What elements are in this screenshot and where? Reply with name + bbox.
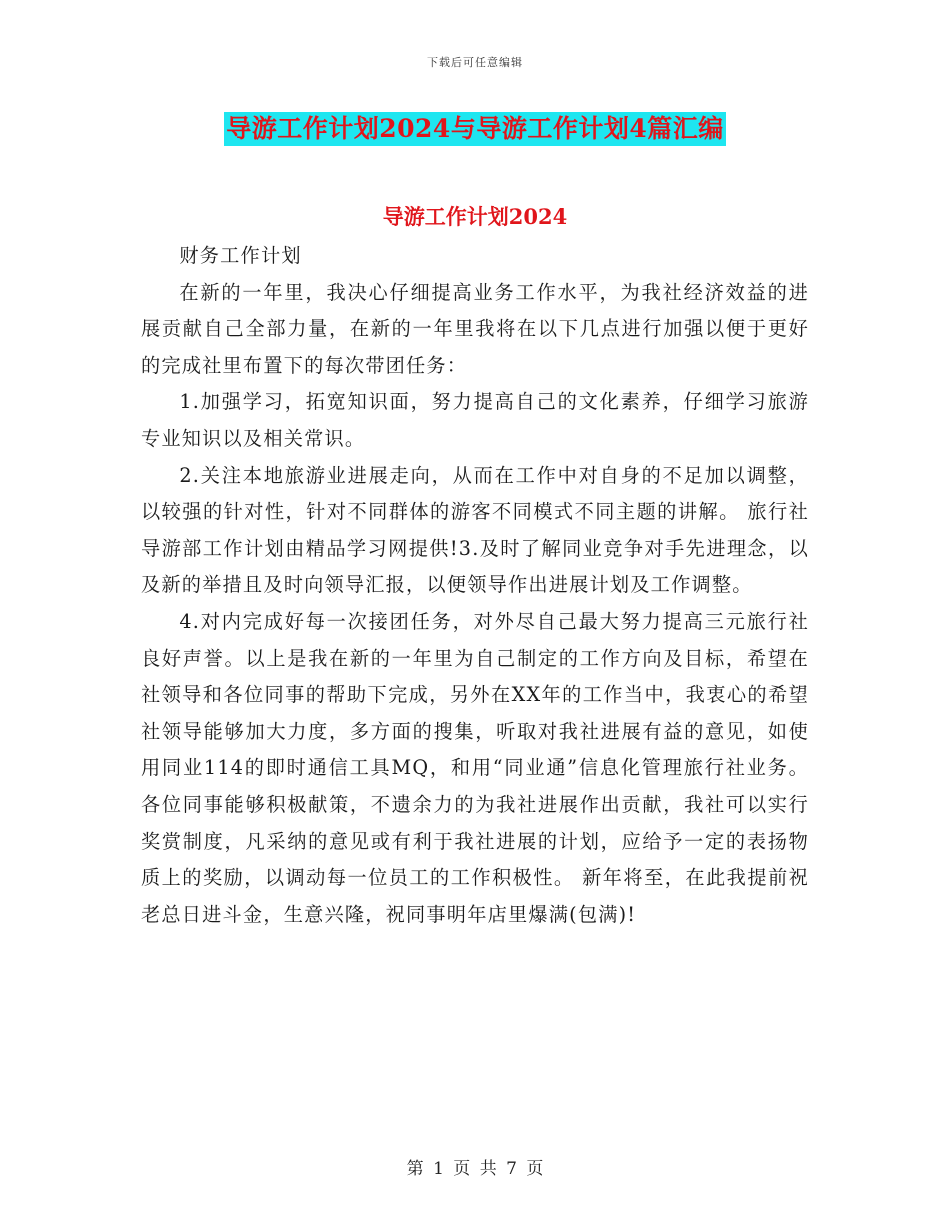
header-note: 下载后可任意编辑 xyxy=(427,56,523,69)
paragraph: 2.关注本地旅游业进展走向，从而在工作中对自身的不足加以调整，以较强的针对性，针对不同群体的游客不同模式不同主题的讲解。 旅行社导游部工作计划由精品学习网提供!3.及时了解同业竞争对手先进理念，以及新的举措且及时向领导汇报，以便领导作出进展计划及工作调整。 xyxy=(141,463,809,597)
page-number: 第 1 页 共 7 页 xyxy=(406,1159,544,1179)
paragraph: 4.对内完成好每一次接团任务，对外尽自己最大努力提高三元旅行社良好声誉。以上是我在新的一年里为自己制定的工作方向及目标，希望在社领导和各位同事的帮助下完成，另外在XX年的工作当中，我衷心的希望社领导能够加大力度，多方面的搜集，听取对我社进展有益的意见，如使用同业114的即时通信工具MQ，和用“同业通”信息化管理旅行社业务。各位同事能够积极献策，不遗余力的为我社进展作出贡献，我社可以实行奖赏制度，凡采纳的意见或有利于我社进展的计划，应给予一定的表扬物质上的奖励，以调动每一位员工的工作积极性。 新年将至，在此我提前祝老总日进斗金，生意兴隆，祝同事明年店里爆满(包满)! xyxy=(141,609,809,926)
document-sub-title: 导游工作计划2024 xyxy=(382,204,568,229)
paragraph: 在新的一年里，我决心仔细提高业务工作水平，为我社经济效益的进展贡献自己全部力量，在新的一年里我将在以下几点进行加强以便于更好的完成社里布置下的每次带团任务： xyxy=(141,280,809,377)
paragraph-heading: 财务工作计划 xyxy=(179,244,302,267)
document-body xyxy=(141,220,809,933)
main-title-container xyxy=(0,112,950,146)
paragraph: 1.加强学习，拓宽知识面，努力提高自己的文化素养，仔细学习旅游专业知识以及相关常识。 xyxy=(141,390,809,450)
document-main-title: 导游工作计划2024与导游工作计划4篇汇编 xyxy=(224,112,725,146)
